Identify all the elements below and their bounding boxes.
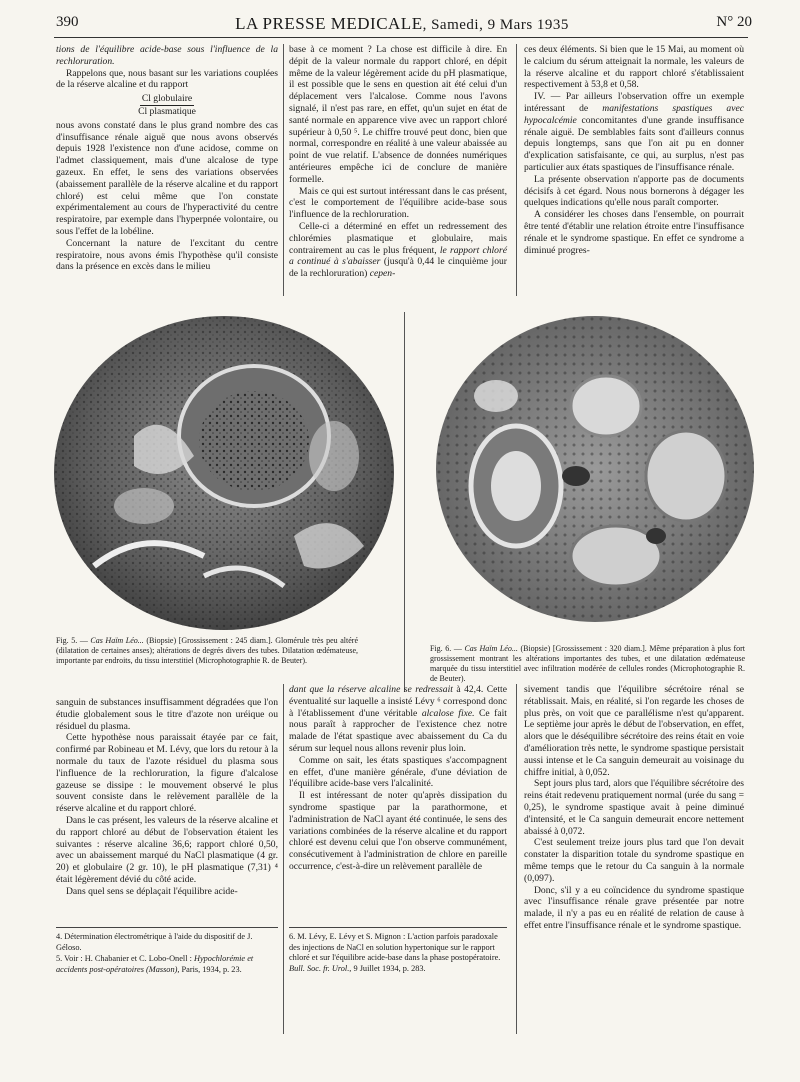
paragraph: C'est seulement treize jours plus tard que l'on devait constater la disparition totale du syndrome spastique en même temps que le retour du Ca sanguin à la normale (0,097). bbox=[524, 837, 744, 884]
paragraph: Rappelons que, nous basant sur les variations couplées de la réserve alcaline et du rapport bbox=[56, 67, 278, 91]
journal-title-line: LA PRESSE MEDICALE, Samedi, 9 Mars 1935 bbox=[235, 14, 569, 33]
paragraph: Dans quel sens se déplaçait l'équilibre acide- bbox=[66, 885, 238, 897]
paragraph bbox=[289, 221, 507, 280]
paragraph: base à ce moment ? La chose est difficile à dire. En dépit de la valeur normale du rapport chloré, en dépit même de la valeur légèrement acide du pH plasmatique, il est possible que le sens en question ait été celui d'un déplacement vers l'alcalose. Comme nous l'avons signalé, il n'est pas rare, en effet, qu'un sujet en état de santé normale en apparence vive avec un rapport chloré supérieur à 0,50 ⁵. Le chiffre trouvé peut donc, bien que normal, correspondre en réalité à une valeur abaissée au point de vue relatif. L'absence de données numériques antérieures empêche ici de conclure de manière formelle. bbox=[289, 44, 507, 185]
paragraph: A considérer les choses dans l'ensemble, on pourrait être tenté d'établir une relation étroite entre l'insuffisance rénale et le syndrome spastique. En effet ce syndrome a diminué progres- bbox=[524, 209, 744, 256]
footnote-rule bbox=[289, 927, 507, 928]
bottom-column-2 bbox=[289, 684, 507, 873]
column-divider bbox=[516, 684, 517, 1034]
fraction-denominator: Cl plasmatique bbox=[138, 105, 196, 117]
text-run: Celle-ci a déterminé en effet un redressement des chlorémies plasmatique et globulaire, mais contrairement au cas le plus fréquent, bbox=[289, 220, 507, 256]
paragraph: ces deux éléments. Si bien que le 15 Mai, au moment où le calcium du sérum atteignait la normale, les valeurs de la réserve alcaline et du rapport chloré s'établissaient respectivement à 53,8 et 0,58. bbox=[524, 44, 744, 91]
emphasis-text: Bull. Soc. fr. Urol., bbox=[289, 963, 352, 973]
paragraph: Dans le cas présent, les valeurs de la réserve alcaline et du rapport chloré au début de l'observation étaient les suivantes : réserve alcaline 36,6; rapport chloré 0,50, avec un abaissement marqué du NaCl plasmatique (4 gr. 20) et globulaire (2 gr. 10), le pH plasmatique (7,31) ⁴ était légèrement dévié du côté acide. bbox=[56, 814, 278, 885]
footnote-6 bbox=[289, 932, 507, 974]
paragraph: sivement tandis que l'équilibre sécrétoire rénal se rétablissait. Mais, en réalité, si l'on regarde les choses de plus près, on voit que ce parallélisme n'est qu'apparent. Le septième jour après le début de l'observation, en effet, alors que le déséquilibre sécrétoire des reins était en voie d'amélioration très nette, le syndrome spastique persistait aussi intense et le Ca sanguin demeurait au voisinage du chiffre initial, à 0,052. bbox=[524, 684, 744, 778]
text-run: 6. M. Lévy, E. Lévy et S. Mignon : L'action parfois paradoxale des injections de NaCl en solution hypertonique sur le rapport chloré et sur l'équilibre acide-base dans la phase postopératoire. bbox=[289, 932, 501, 962]
case-name: Cas Haïm Léo... bbox=[464, 644, 518, 653]
emphasis-text: manifestations spastiques avec hypocalcémie bbox=[524, 102, 745, 126]
paragraph bbox=[56, 44, 278, 68]
text-run: 5. Voir : H. Chabanier et C. Lobo-Onell : bbox=[56, 954, 192, 963]
text-run: à 42,4. Cette éventualité sur laquelle a insisté Lévy ⁶ correspond donc à l'établissement d'une véritable bbox=[289, 684, 507, 719]
paragraph: sanguin de substances insuffisamment dégradées que l'on étudie globalement sous le titre d'azote non uréique ou résiduel du plasma. bbox=[56, 697, 278, 732]
chlore-ratio-fraction bbox=[56, 93, 278, 118]
top-column-3 bbox=[524, 44, 744, 256]
paragraph bbox=[524, 91, 744, 174]
issue-date: Samedi, 9 Mars 1935 bbox=[431, 17, 569, 33]
footnote-5 bbox=[56, 954, 278, 975]
emphasis-text: alcalose fixe. bbox=[421, 707, 475, 719]
paragraph: Mais ce qui est surtout intéressant dans le cas présent, c'est le comportement de l'équilibre acide-base sous l'influence de la rechloruration. bbox=[289, 185, 507, 221]
caption-text: (Biopsie) [Grossissement : 320 diam.]. Même préparation à plus fort grossissement montrant les altérations importantes des tubes, et une dilatation œdémateuse marquée du tissu interstitiel avec infiltration modérée de cellules rondes (Microphotographie R. de Beuter). bbox=[430, 644, 746, 683]
bottom-column-3 bbox=[524, 684, 744, 932]
journal-title: LA PRESSE MEDICALE bbox=[235, 14, 423, 33]
paragraph: nous avons constaté dans le plus grand nombre des cas d'insuffisance rénale aiguë que nous avons observés depuis 1928 l'existence non d'une acidose, comme on l'admet classiquement, mais d'une alcalose de type gazeux. En effet, le sens des variations observées (abaissement parallèle de la réserve alcaline et du rapport chloré) est celui même que l'on constate expérimentalement au cours de l'hyperactivité du centre respiratoire, par exemple dans l'hyperpnée volontaire, ou sous l'effet de la lobéline. bbox=[56, 119, 278, 237]
footnote-4: 4. Détermination électrométrique à l'aide du dispositif de J. Géloso. bbox=[56, 932, 253, 952]
paragraph: Concernant la nature de l'excitant du centre respiratoire, nous avons émis l'hypothèse qu'il consiste dans la présence en excès dans le milieu bbox=[56, 237, 278, 273]
paragraph: Cette hypothèse nous paraissait étayée par ce fait, confirmé par Robineau et M. Lévy, que lors du retour à la normale du taux de l'azote résiduel du plasma sous l'influence de la rechloruration, la figure d'alcalose gazeuse se dissipe : le mouvement observé le plus souvent consiste dans le relèvement parallèle de la réserve alcaline et du rapport chloré. bbox=[56, 732, 278, 815]
figure-label: Fig. 6. — bbox=[430, 644, 462, 653]
text-run: IV. — Par ailleurs l'observation offre un exemple intéressant de bbox=[524, 91, 744, 114]
text-run: Paris, 1934, p. 23. bbox=[181, 964, 242, 974]
paragraph: Sept jours plus tard, alors que l'équilibre sécrétoire des reins était redevenu pratiquement normal (urée du sang = 0,25), le syndrome spastique avait à peine diminué d'intensité, et le Ca sanguin demeurait encore nettement abaissé à 0,072. bbox=[524, 778, 744, 837]
text-run: (jusqu'à 0,44 le cinquième jour de la rechloruration) bbox=[289, 256, 507, 280]
text-run: 9 Juillet 1934, p. 283. bbox=[353, 963, 426, 973]
micrograph-fig5-icon bbox=[54, 316, 394, 630]
emphasis-text: dant que la réserve alcaline se redressait bbox=[289, 684, 453, 695]
page-number: 390 bbox=[56, 14, 79, 30]
figure-divider bbox=[404, 312, 405, 692]
bottom-column-1 bbox=[56, 697, 278, 898]
case-name: Cas Haïm Léo... bbox=[90, 636, 144, 645]
paragraph: Comme on sait, les états spastiques s'accompagnent en effet, d'une manière générale, d'une déviation de l'équilibre acide-base vers l'alcalinité. bbox=[289, 754, 507, 790]
paragraph bbox=[289, 684, 507, 755]
column-divider bbox=[283, 44, 284, 296]
intro-text: tions de l'équilibre acide-base sous l'influence de la rechloruration. bbox=[56, 44, 278, 67]
micrograph-fig6-icon bbox=[436, 316, 754, 622]
footnotes-middle bbox=[289, 932, 507, 975]
paragraph: La présente observation n'apporte pas de documents décisifs à cet égard. Nous nous bornerons à dégager les quelques indications qu'elle nous paraît comporter. bbox=[524, 173, 744, 209]
column-divider bbox=[516, 44, 517, 296]
paragraph: Donc, s'il y a eu coïncidence du syndrome spastique avec l'insuffisance rénale grave présentée par notre malade, il n'y a pas eu en réalité de relation de cause à effet entre l'insuffisance rénale et le syndrome spastique. bbox=[524, 884, 744, 931]
figure-5-caption bbox=[56, 636, 358, 666]
micrograph-fig5 bbox=[54, 316, 394, 630]
paragraph: Il est intéressant de noter qu'après dissipation du syndrome spastique par la parathormone, et l'administration de NaCl ayant été continuée, le sens des variations combinées de la réserve alcaline et du rapport chloré est devenu celui que l'on observe communément, consécutivement à l'administration de chlore en pareille occurrence, c'est-à-dire un relèvement parallèle de bbox=[289, 790, 507, 872]
footnote-rule bbox=[56, 927, 278, 928]
micrograph-fig6 bbox=[436, 316, 754, 622]
column-divider bbox=[283, 684, 284, 1034]
page-header bbox=[52, 14, 752, 36]
text-run: Ce fait nous paraît à rapprocher de l'existence chez notre malade de l'état spastique avec abaissement du Ca du sérum sur lequel nous allons revenir plus loin. bbox=[289, 707, 507, 754]
top-column-1 bbox=[56, 44, 278, 273]
text-run: concomitantes d'une grande insuffisance rénale aiguë. De semblables faits sont d'ailleurs connus depuis longtemps, sans que l'on ait pu en donner d'explication satisfaisante, ce qui, au surplus, n'est pas particulier aux états spastiques de l'insuffisance rénale. bbox=[524, 114, 744, 173]
emphasis-text: Hypochlorémie et accidents post-opératoires (Masson), bbox=[56, 954, 254, 974]
header-rule bbox=[54, 37, 748, 38]
emphasis-text: cepen- bbox=[369, 268, 396, 280]
fraction-numerator: Cl globulaire bbox=[141, 93, 193, 105]
caption-text: (Biopsie) [Grossissement : 245 diam.]. Glomérule très peu altéré (dilatation de certaines anses); altérations de degrés divers des tubes. Dilatation œdémateuse, importante par endroits, du tissu interstitiel (Microphotographie R. de Beuter). bbox=[56, 636, 359, 665]
figure-label: Fig. 5. — bbox=[56, 636, 88, 645]
top-column-2 bbox=[289, 44, 507, 280]
footnotes-left bbox=[56, 932, 278, 976]
issue-number: N° 20 bbox=[716, 14, 752, 30]
emphasis-text: le rapport chloré a continué à s'abaisser bbox=[289, 244, 507, 268]
figure-6-caption bbox=[430, 644, 745, 684]
